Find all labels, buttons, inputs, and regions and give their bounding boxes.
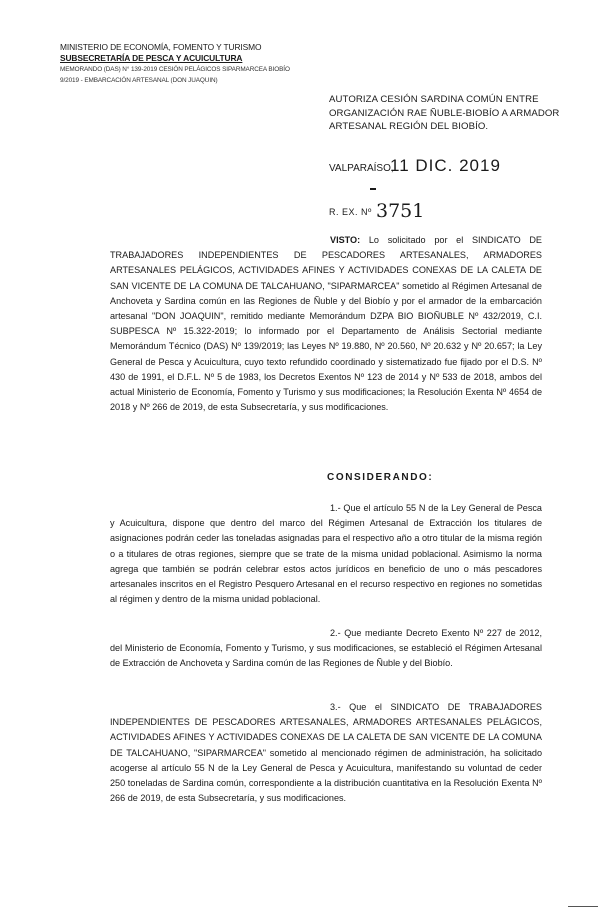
considerando-title: CONSIDERANDO: <box>327 472 434 483</box>
considerando-paragraph-3: 3.- Que el SINDICATO DE TRABAJADORES INDEPENDIENTES DE PESCADORES ARTESANALES, ARMADORES ARTESANALES PELÁGICOS, ACTIVIDADES AFINES Y ACTIVIDADES CONEXAS DE LA CALETA DE SAN VICENTE DE LA COMUNA DE TALCAHUANO, "SIPARMARCEA" sometido al mencionado régimen de administración, ha solicitado acogerse al artículo 55 N de la Ley General de Pesca y Acuicultura, manifestando su voluntad de ceder 250 toneladas de Sardina común, correspondiente a la distribución cuantitativa en la Resolución Exenta Nº 266 de 2019, de esta Subsecretaría, y sus modificaciones. <box>110 702 542 804</box>
ref-mark <box>370 188 376 190</box>
ministry-name: MINISTERIO DE ECONOMÍA, FOMENTO Y TURISMO <box>60 42 262 52</box>
vessel-reference: 9/2019 - EMBARCACIÓN ARTESANAL (DON JUAQUIN) <box>60 77 218 84</box>
subsecretaria-name: SUBSECRETARÍA DE PESCA Y ACUICULTURA <box>60 53 243 63</box>
letterhead <box>60 42 290 86</box>
stamped-date: 11 DIC. 2019 <box>390 156 501 175</box>
resolution-subject: AUTORIZA CESIÓN SARDINA COMÚN ENTRE ORGANIZACIÓN RAE ÑUBLE-BIOBÍO A ARMADOR ARTESANAL REGIÓN DEL BIOBÍO. <box>329 94 560 132</box>
considerando-paragraph-2: 2.- Que mediante Decreto Exento Nº 227 de 2012, del Ministerio de Economía, Fomento y Turismo, y sus modificaciones, se estableció el Régimen Artesanal de Extracción de Anchoveta y Sardina común de las Regiones de Ñuble y del Biobío. <box>110 628 542 669</box>
visto-text: Lo solicitado por el SINDICATO DE TRABAJADORES INDEPENDIENTES DE PESCADORES ARTESANALES, ARMADORES ARTESANALES PELÁGICOS, ACTIVIDADES AFINES Y ACTIVIDADES CONEXAS DE LA CALETA DE SAN VICENTE DE LA COMUNA DE TALCAHUANO, "SIPARMARCEA" sometido al Régimen Artesanal de Anchoveta y Sardina común en las Regiones de Ñuble y del Biobío y por el armador de la embarcación artesanal "DON JOAQUIN", remitido mediante Memorándum DZPA BIO BIOÑUBLE Nº 432/2019, C.I. SUBPESCA Nº 15.322-2019; lo informado por el Departamento de Análisis Sectorial mediante Memorándum Técnico (DAS) Nº 139/2019; las Leyes Nº 19.880, Nº 20.560, Nº 20.632 y Nº 20.657; la Ley General de Pesca y Acuicultura, cuyo texto refundido coordinado y sistematizado fue fijado por el D.S. Nº 430 de 1991, el D.F.L. Nº 5 de 1983, los Decretos Exentos Nº 123 de 2014 y Nº 533 de 2018, ambos del actual Ministerio de Economía, Fomento y Turismo y sus modificaciones; la Resolución Exenta Nº 4654 de 2018 y Nº 266 de 2019, de esta Subsecretaría, y sus modificaciones. <box>110 235 542 413</box>
considerando-paragraph-1: 1.- Que el artículo 55 N de la Ley General de Pesca y Acuicultura, dispone que dentro del marco del Régimen Artesanal de Extracción los titulares de asignaciones podrán ceder las toneladas asignadas para el respectivo año a otro titular de la misma región o a titulares de otras regiones, siempre que se trate de la misma unidad poblacional. Asimismo la norma agrega que también se podrán celebrar estos actos jurídicos en beneficio de uno o más pescadores artesanales inscritos en el Registro Pesquero Artesanal en el recurso respectivo en regiones no sometidas al régimen y dentro de la misma unidad poblacional. <box>110 503 542 605</box>
place-label: VALPARAÍSO, <box>329 163 394 174</box>
visto-label: VISTO: <box>330 235 361 245</box>
visto-section <box>110 233 542 415</box>
resolution-number: 3751 <box>376 200 425 222</box>
resolution-number-label: R. EX. Nº <box>329 207 372 217</box>
memo-reference: MEMORANDO (DAS) N° 139-2019 CESIÓN PELÁGICOS SIPARMARCEA BIOBÍO <box>60 66 290 73</box>
page-footer-line <box>568 906 598 907</box>
